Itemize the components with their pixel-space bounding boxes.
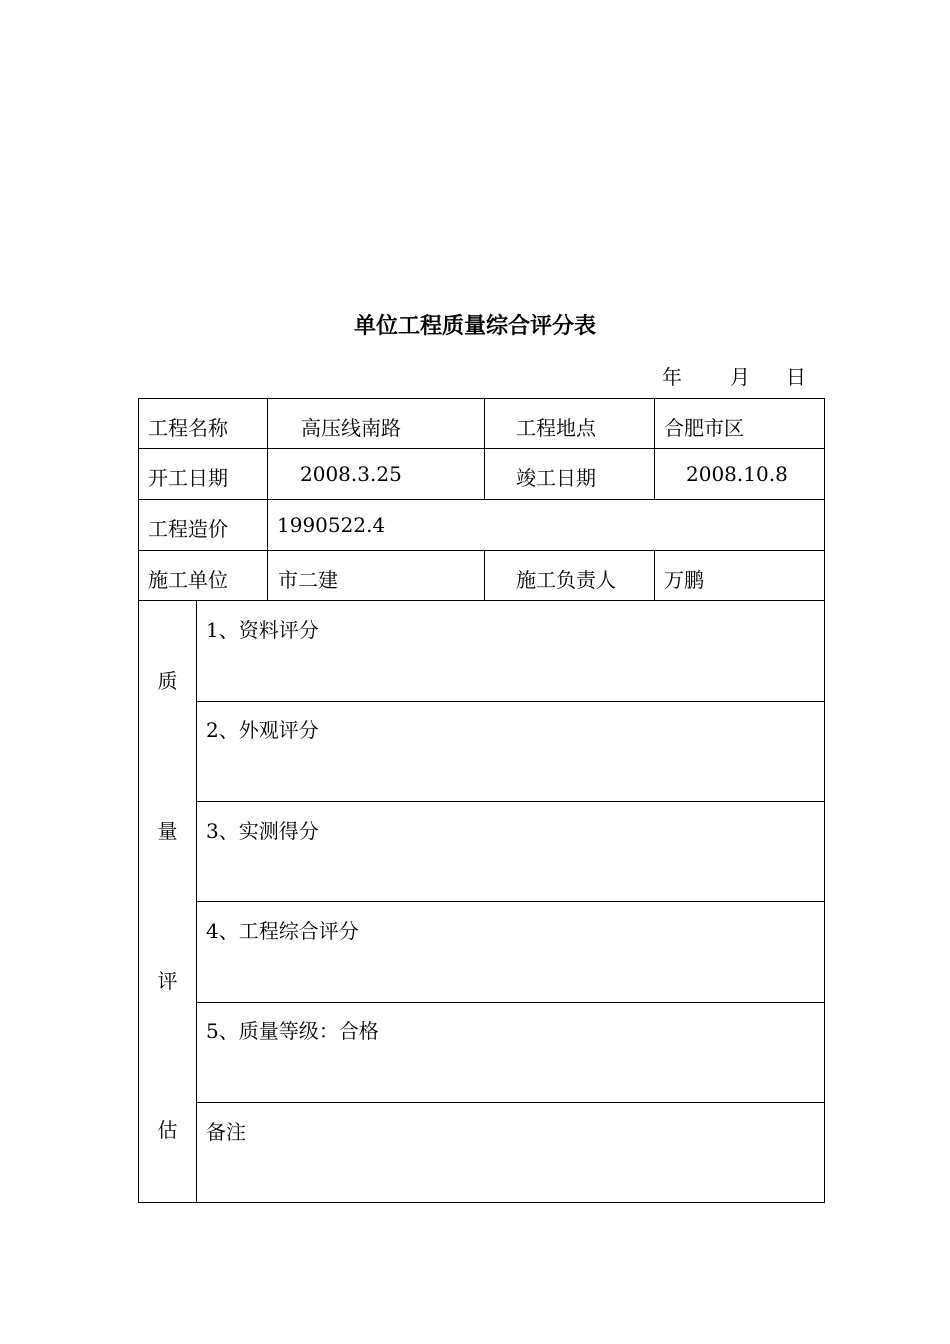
end-date-value: 2008.10.8 <box>686 462 788 486</box>
side-label-char: 评 <box>157 969 178 993</box>
table-rule <box>484 550 485 600</box>
table-rule <box>138 550 825 551</box>
table-rule <box>654 550 655 600</box>
start-date-value: 2008.3.25 <box>300 462 402 486</box>
table-rule <box>196 701 825 702</box>
table-rule <box>196 600 197 1202</box>
start-date-label: 开工日期 <box>148 466 228 490</box>
table-rule <box>196 901 825 902</box>
evaluation-item: 5、质量等级：合格 <box>206 1019 379 1043</box>
table-border-left <box>138 398 139 1203</box>
evaluation-item: 1、资料评分 <box>206 618 319 642</box>
contractor-value: 市二建 <box>278 568 338 592</box>
evaluation-item: 2、外观评分 <box>206 718 319 742</box>
table-rule <box>138 499 825 500</box>
table-rule <box>654 398 655 499</box>
evaluation-item: 3、实测得分 <box>206 819 319 843</box>
table-border-right <box>824 398 825 1203</box>
date-day: 日 <box>786 365 806 389</box>
date-month: 月 <box>730 365 750 389</box>
side-label-char: 估 <box>157 1118 178 1142</box>
side-label-char: 质 <box>157 669 178 693</box>
cost-value: 1990522.4 <box>277 513 386 537</box>
location-value: 合肥市区 <box>664 416 744 440</box>
remarks-label: 备注 <box>206 1120 246 1144</box>
manager-value: 万鹏 <box>664 568 704 592</box>
end-date-label: 竣工日期 <box>516 466 596 490</box>
project-name-label: 工程名称 <box>148 416 228 440</box>
evaluation-item: 4、工程综合评分 <box>206 919 359 943</box>
side-label-char: 量 <box>157 819 178 843</box>
table-border-bottom <box>138 1202 825 1203</box>
table-rule <box>484 398 485 499</box>
table-border-top <box>138 398 825 399</box>
table-rule <box>196 801 825 802</box>
contractor-label: 施工单位 <box>148 568 228 592</box>
location-label: 工程地点 <box>516 416 596 440</box>
date-year: 年 <box>662 365 682 389</box>
project-name-value: 高压线南路 <box>301 416 401 440</box>
table-rule <box>196 1002 825 1003</box>
page-title: 单位工程质量综合评分表 <box>353 313 596 339</box>
table-rule <box>138 448 825 449</box>
table-rule <box>138 600 825 601</box>
table-rule <box>196 1102 825 1103</box>
cost-label: 工程造价 <box>148 517 228 541</box>
manager-label: 施工负责人 <box>516 568 616 592</box>
table-rule <box>267 398 268 600</box>
